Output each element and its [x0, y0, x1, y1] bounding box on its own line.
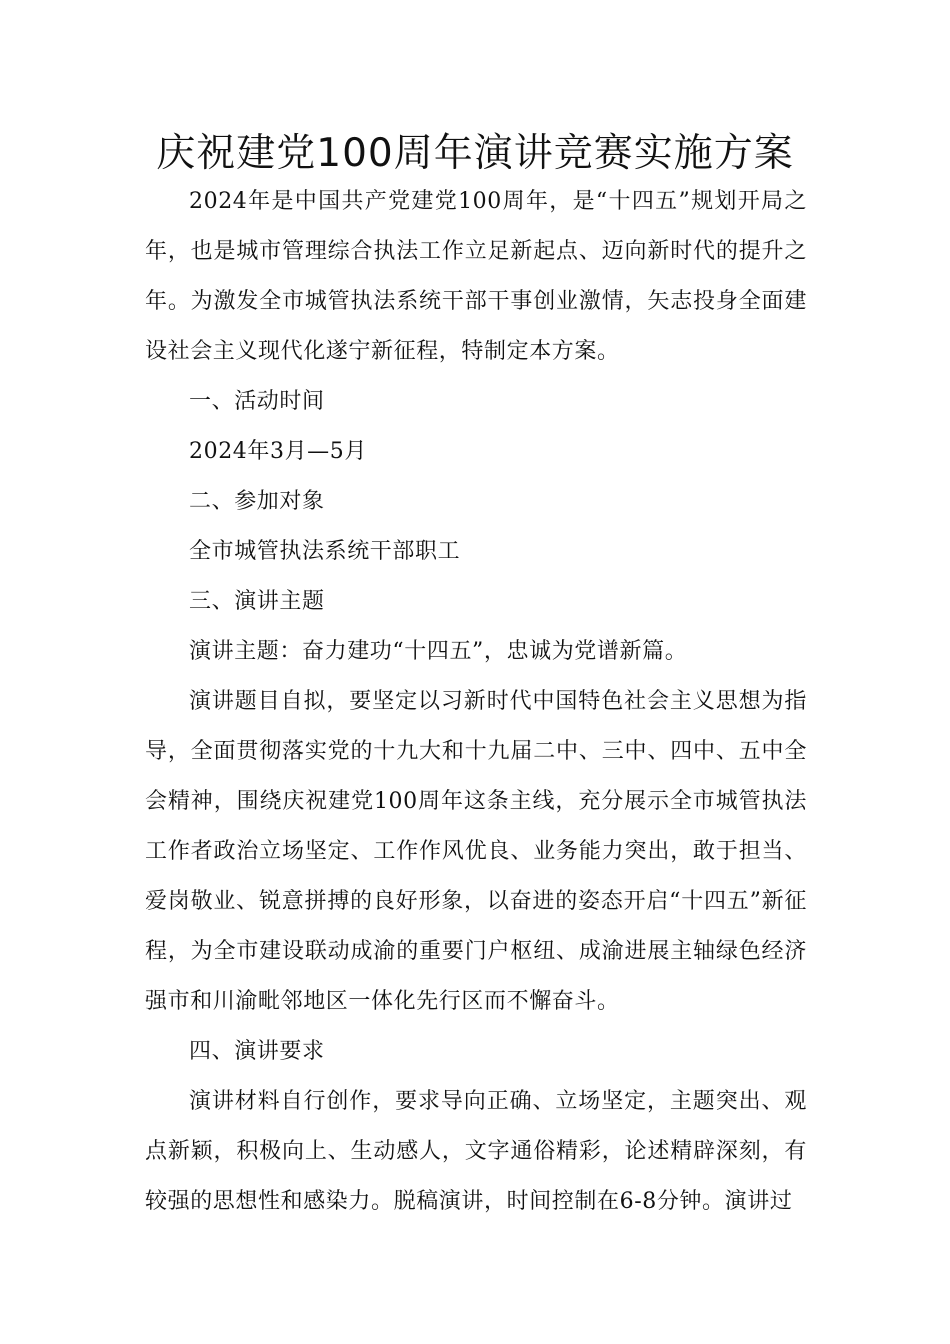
intro-paragraph: 2024年是中国共产党建党100周年，是“十四五”规划开局之年，也是城市管理综合执法工作立足新起点、迈向新时代的提升之年。为激发全市城管执法系统干部干事创业激情，矢志投身全面建设社会主义现代化遂宁新征程，特制定本方案。	[145, 189, 807, 364]
participants-value: 全市城管执法系统干部职工	[189, 539, 461, 564]
document-body	[145, 177, 807, 1227]
section-heading-speech-requirements: 四、演讲要求	[189, 1039, 325, 1064]
document-title: 庆祝建党100周年演讲竞赛实施方案	[156, 131, 794, 176]
speech-requirements-paragraph: 演讲材料自行创作，要求导向正确、立场坚定，主题突出、观点新颖，积极向上、生动感人，文字通俗精彩，论述精辟深刻，有较强的思想性和感染力。脱稿演讲，时间控制在6-8分钟。演讲过	[145, 1089, 807, 1214]
speech-theme-value: 演讲主题：奋力建功“十四五”，忠诚为党谱新篇。	[189, 639, 688, 664]
speech-topic-paragraph: 演讲题目自拟，要坚定以习新时代中国特色社会主义思想为指导，全面贯彻落实党的十九大和十九届二中、三中、四中、五中全会精神，围绕庆祝建党100周年这条主线，充分展示全市城管执法工作者政治立场坚定、工作作风优良、业务能力突出，敢于担当、爱岗敬业、锐意拼搏的良好形象，以奋进的姿态开启“十四五”新征程，为全市建设联动成渝的重要门户枢纽、成渝进展主轴绿色经济强市和川渝毗邻地区一体化先行区而不懈奋斗。	[145, 689, 807, 1014]
section-heading-activity-time: 一、活动时间	[189, 389, 325, 414]
section-heading-participants: 二、参加对象	[189, 489, 325, 514]
activity-time-value: 2024年3月—5月	[189, 439, 367, 464]
section-heading-speech-theme: 三、演讲主题	[189, 589, 325, 614]
